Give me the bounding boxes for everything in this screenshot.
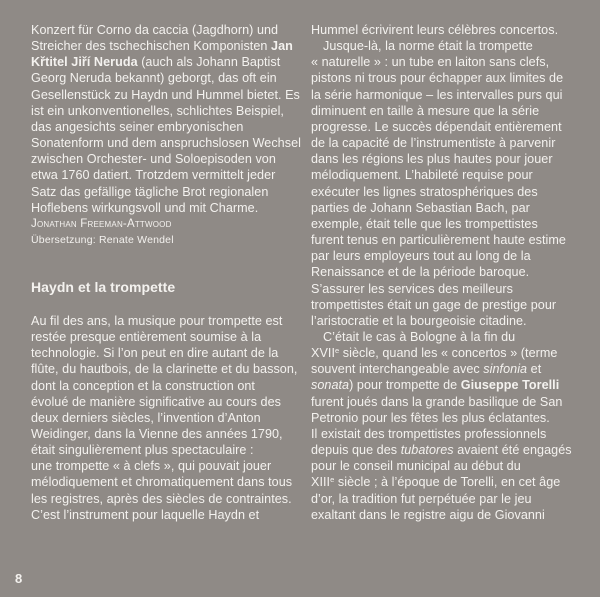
text-line: Il existait des trompettistes professionnels (311, 426, 547, 441)
text-line: zwischen Orchester- und Soloepisoden von (31, 152, 276, 167)
text-line: par leurs employeurs tout au long de la (311, 249, 531, 264)
text-line: « naturelle » : un tube en laiton sans clefs, (311, 55, 550, 70)
text-line: Křtitel Jiří Neruda (auch als Johann Baptist (31, 55, 281, 70)
text-line: das angesichts seiner embryonischen (31, 119, 244, 134)
text-line: C’était le cas à Bologne à la fin du (323, 329, 516, 344)
page-number: 8 (15, 571, 23, 586)
text-line: furent joués dans la grande basilique de San (311, 394, 563, 409)
text-line: sonata) pour trompette de Giuseppe Torelli (311, 378, 560, 393)
text-line: la série harmonique – les intervalles purs qui (311, 87, 563, 102)
text-line: les registres, après des siècles de contraintes. (31, 491, 292, 506)
composer-name: Křtitel Jiří Neruda (31, 55, 138, 70)
text-line: S’assurer les services des meilleurs (311, 281, 513, 296)
text-line: C’est l’instrument pour laquelle Haydn et (31, 507, 260, 522)
text-line: ist ein unkonventionelles, schlichtes Beispiel, (31, 103, 284, 118)
composer-name: Giuseppe Torelli (460, 378, 560, 393)
text-line: Georg Neruda bekannt) geborgt, das oft ein (31, 71, 277, 86)
text-line: de la capacité de l’instrumentiste à parvenir (311, 136, 556, 151)
text-line: évolué de manière significative au cours des (31, 394, 282, 409)
text-line: Hummel écrivirent leurs célèbres concertos. (311, 23, 559, 37)
text-line: Konzert für Corno da caccia (Jagdhorn) und (31, 23, 279, 37)
text-line: depuis que des tubatores avaient été engagés (311, 443, 572, 458)
text-line: Gesellenstück zu Haydn und Hummel bietet. Es (31, 87, 300, 102)
text-line: technologie. Si l’on peut en dire autant de la (31, 346, 279, 361)
text-line: restée presque entièrement soumise à la (31, 330, 262, 345)
text-line: progresse. Le succès dépendait entièrement (311, 119, 562, 134)
text-line: XIIIe siècle ; à l’époque de Torelli, en cet âge (311, 475, 561, 490)
text-line: parties de Johann Sebastian Bach, par (311, 200, 530, 215)
text-line: flûte, du hautbois, de la clarinette et du basson, (31, 362, 298, 377)
text-line: exaltant dans le registre aigu de Giovanni (311, 507, 545, 522)
text-line: Au fil des ans, la musique pour trompette est (31, 313, 283, 328)
text-line: mélodiquement. L’habileté requise pour (311, 168, 533, 183)
text-line: deux derniers siècles, l’invention d’Anton (31, 410, 261, 425)
left-column (31, 22, 301, 523)
text-line: exécuter les lignes stratosphériques des (311, 184, 538, 199)
text-line: était singulièrement plus spectaculaire : (31, 443, 254, 458)
section-heading: Haydn et la trompette (31, 278, 176, 295)
translation-credit: Übersetzung: Renate Wendel (31, 233, 174, 246)
text-line: trompettistes était un gage de prestige pour (311, 297, 557, 312)
text-line: etwa 1760 datiert. Trotzdem vermittelt jeder (31, 168, 276, 183)
text-line: d’or, la tradition fut perpétuée par le jeu (311, 491, 532, 506)
text-line: Petronio pour les fêtes les plus éclatantes. (311, 410, 550, 425)
text-line: souvent interchangeable avec sinfonia et (311, 362, 542, 377)
text-line: Streicher des tschechischen Komponisten Jan (31, 39, 293, 54)
text-line: exemple, était telle que les trompettistes (311, 216, 538, 231)
author-credit: Jonathan Freeman-Attwood (31, 217, 172, 230)
text-line: furent tenus en particulièrement haute estime (311, 233, 566, 248)
text-line: une trompette « à clefs », qui pouvait jouer (31, 459, 272, 474)
french-paragraph-1 (31, 313, 298, 523)
composer-name: Jan (271, 39, 293, 54)
text-line: pistons ni trous pour échapper aux limites de (311, 71, 564, 86)
text-line: Satz das gefällige tägliche Brot regionalen (31, 184, 269, 199)
text-line: mélodiquement et chromatiquement dans tous (31, 475, 293, 490)
text-line: l’aristocratie et la bourgeoisie citadine. (311, 313, 527, 328)
text-line: Weidinger, dans la Vienne des années 1790, (31, 426, 283, 441)
text-line: XVIIe siècle, quand les « concertos » (terme (311, 346, 558, 361)
text-line: dans les régions les plus hautes pour jouer (311, 152, 553, 167)
text-line: diminuent en taille à mesure que la série (311, 103, 540, 118)
text-line: Jusque-là, la norme était la trompette (323, 39, 533, 54)
text-line: dont la conception et la construction ont (31, 378, 255, 393)
text-line: Sonatenform und dem anspruchslosen Wechsel (31, 136, 301, 151)
right-column (311, 22, 579, 523)
text-line: Renaissance et de la période baroque. (311, 265, 530, 280)
german-paragraph (31, 22, 301, 216)
text-line: pour le conseil municipal au début du (311, 459, 521, 474)
text-line: Hoflebens wirkungsvoll und mit Charme. (31, 200, 259, 215)
